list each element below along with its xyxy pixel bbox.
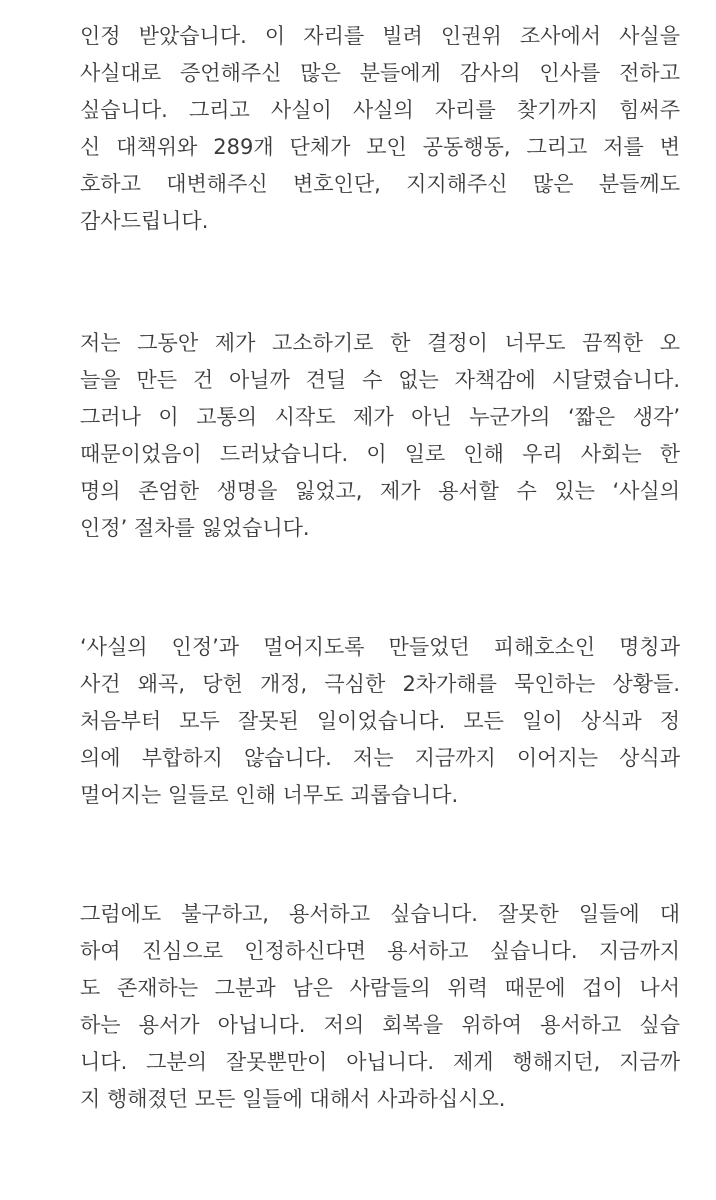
text-line: 하여 진심으로 인정하신다면 용서하고 싶습니다. 지금까지 [80, 939, 680, 963]
text-line: 때문이었음이 드러났습니다. 이 일로 인해 우리 사회는 한 [80, 442, 680, 466]
text-line: 지 행해졌던 모든 일들에 대해서 사과하십시오. [80, 1087, 506, 1111]
paragraph-2 [80, 325, 680, 547]
text-line: 호하고 대변해주신 변호인단, 지지해주신 많은 분들께도 [80, 172, 680, 196]
text-line: 인정 받았습니다. 이 자리를 빌려 인권위 조사에서 사실을 [80, 24, 680, 48]
text-line: 명의 존엄한 생명을 잃었고, 제가 용서할 수 있는 ‘사실의 [80, 479, 680, 503]
text-line: 싶습니다. 그리고 사실이 사실의 자리를 찾기까지 힘써주 [80, 98, 680, 122]
text-line: 저는 그동안 제가 고소하기로 한 결정이 너무도 끔찍한 오 [80, 331, 680, 355]
paragraph-4 [80, 896, 680, 1118]
text-line: 인정’ 절차를 잃었습니다. [80, 516, 310, 540]
text-line: 처음부터 모두 잘못된 일이었습니다. 모든 일이 상식과 정 [80, 709, 680, 733]
paragraph-3 [80, 629, 680, 814]
text-line: 신 대책위와 289개 단체가 모인 공동행동, 그리고 저를 변 [80, 135, 680, 159]
text-line: 그럼에도 불구하고, 용서하고 싶습니다. 잘못한 일들에 대 [80, 902, 680, 926]
text-line: 늘을 만든 건 아닐까 견딜 수 없는 자책감에 시달렸습니다. [80, 368, 680, 392]
text-line: 감사드립니다. [80, 209, 209, 233]
text-line: 도 존재하는 그분과 남은 사람들의 위력 때문에 겁이 나서 [80, 976, 680, 1000]
text-line: 하는 용서가 아닙니다. 저의 회복을 위하여 용서하고 싶습 [80, 1013, 680, 1037]
text-line: 멀어지는 일들로 인해 너무도 괴롭습니다. [80, 783, 459, 807]
text-line: 니다. 그분의 잘못뿐만이 아닙니다. 제게 행해지던, 지금까 [80, 1050, 680, 1074]
text-line: ‘사실의 인정’과 멀어지도록 만들었던 피해호소인 명칭과 [80, 635, 680, 659]
text-line: 의에 부합하지 않습니다. 저는 지금까지 이어지는 상식과 [80, 746, 680, 770]
text-line: 그러나 이 고통의 시작도 제가 아닌 누군가의 ‘짧은 생각’ [80, 405, 680, 429]
text-line: 사실대로 증언해주신 많은 분들에게 감사의 인사를 전하고 [80, 61, 680, 85]
text-line: 사건 왜곡, 당헌 개정, 극심한 2차가해를 묵인하는 상황들. [80, 672, 680, 696]
paragraph-1 [80, 18, 680, 240]
